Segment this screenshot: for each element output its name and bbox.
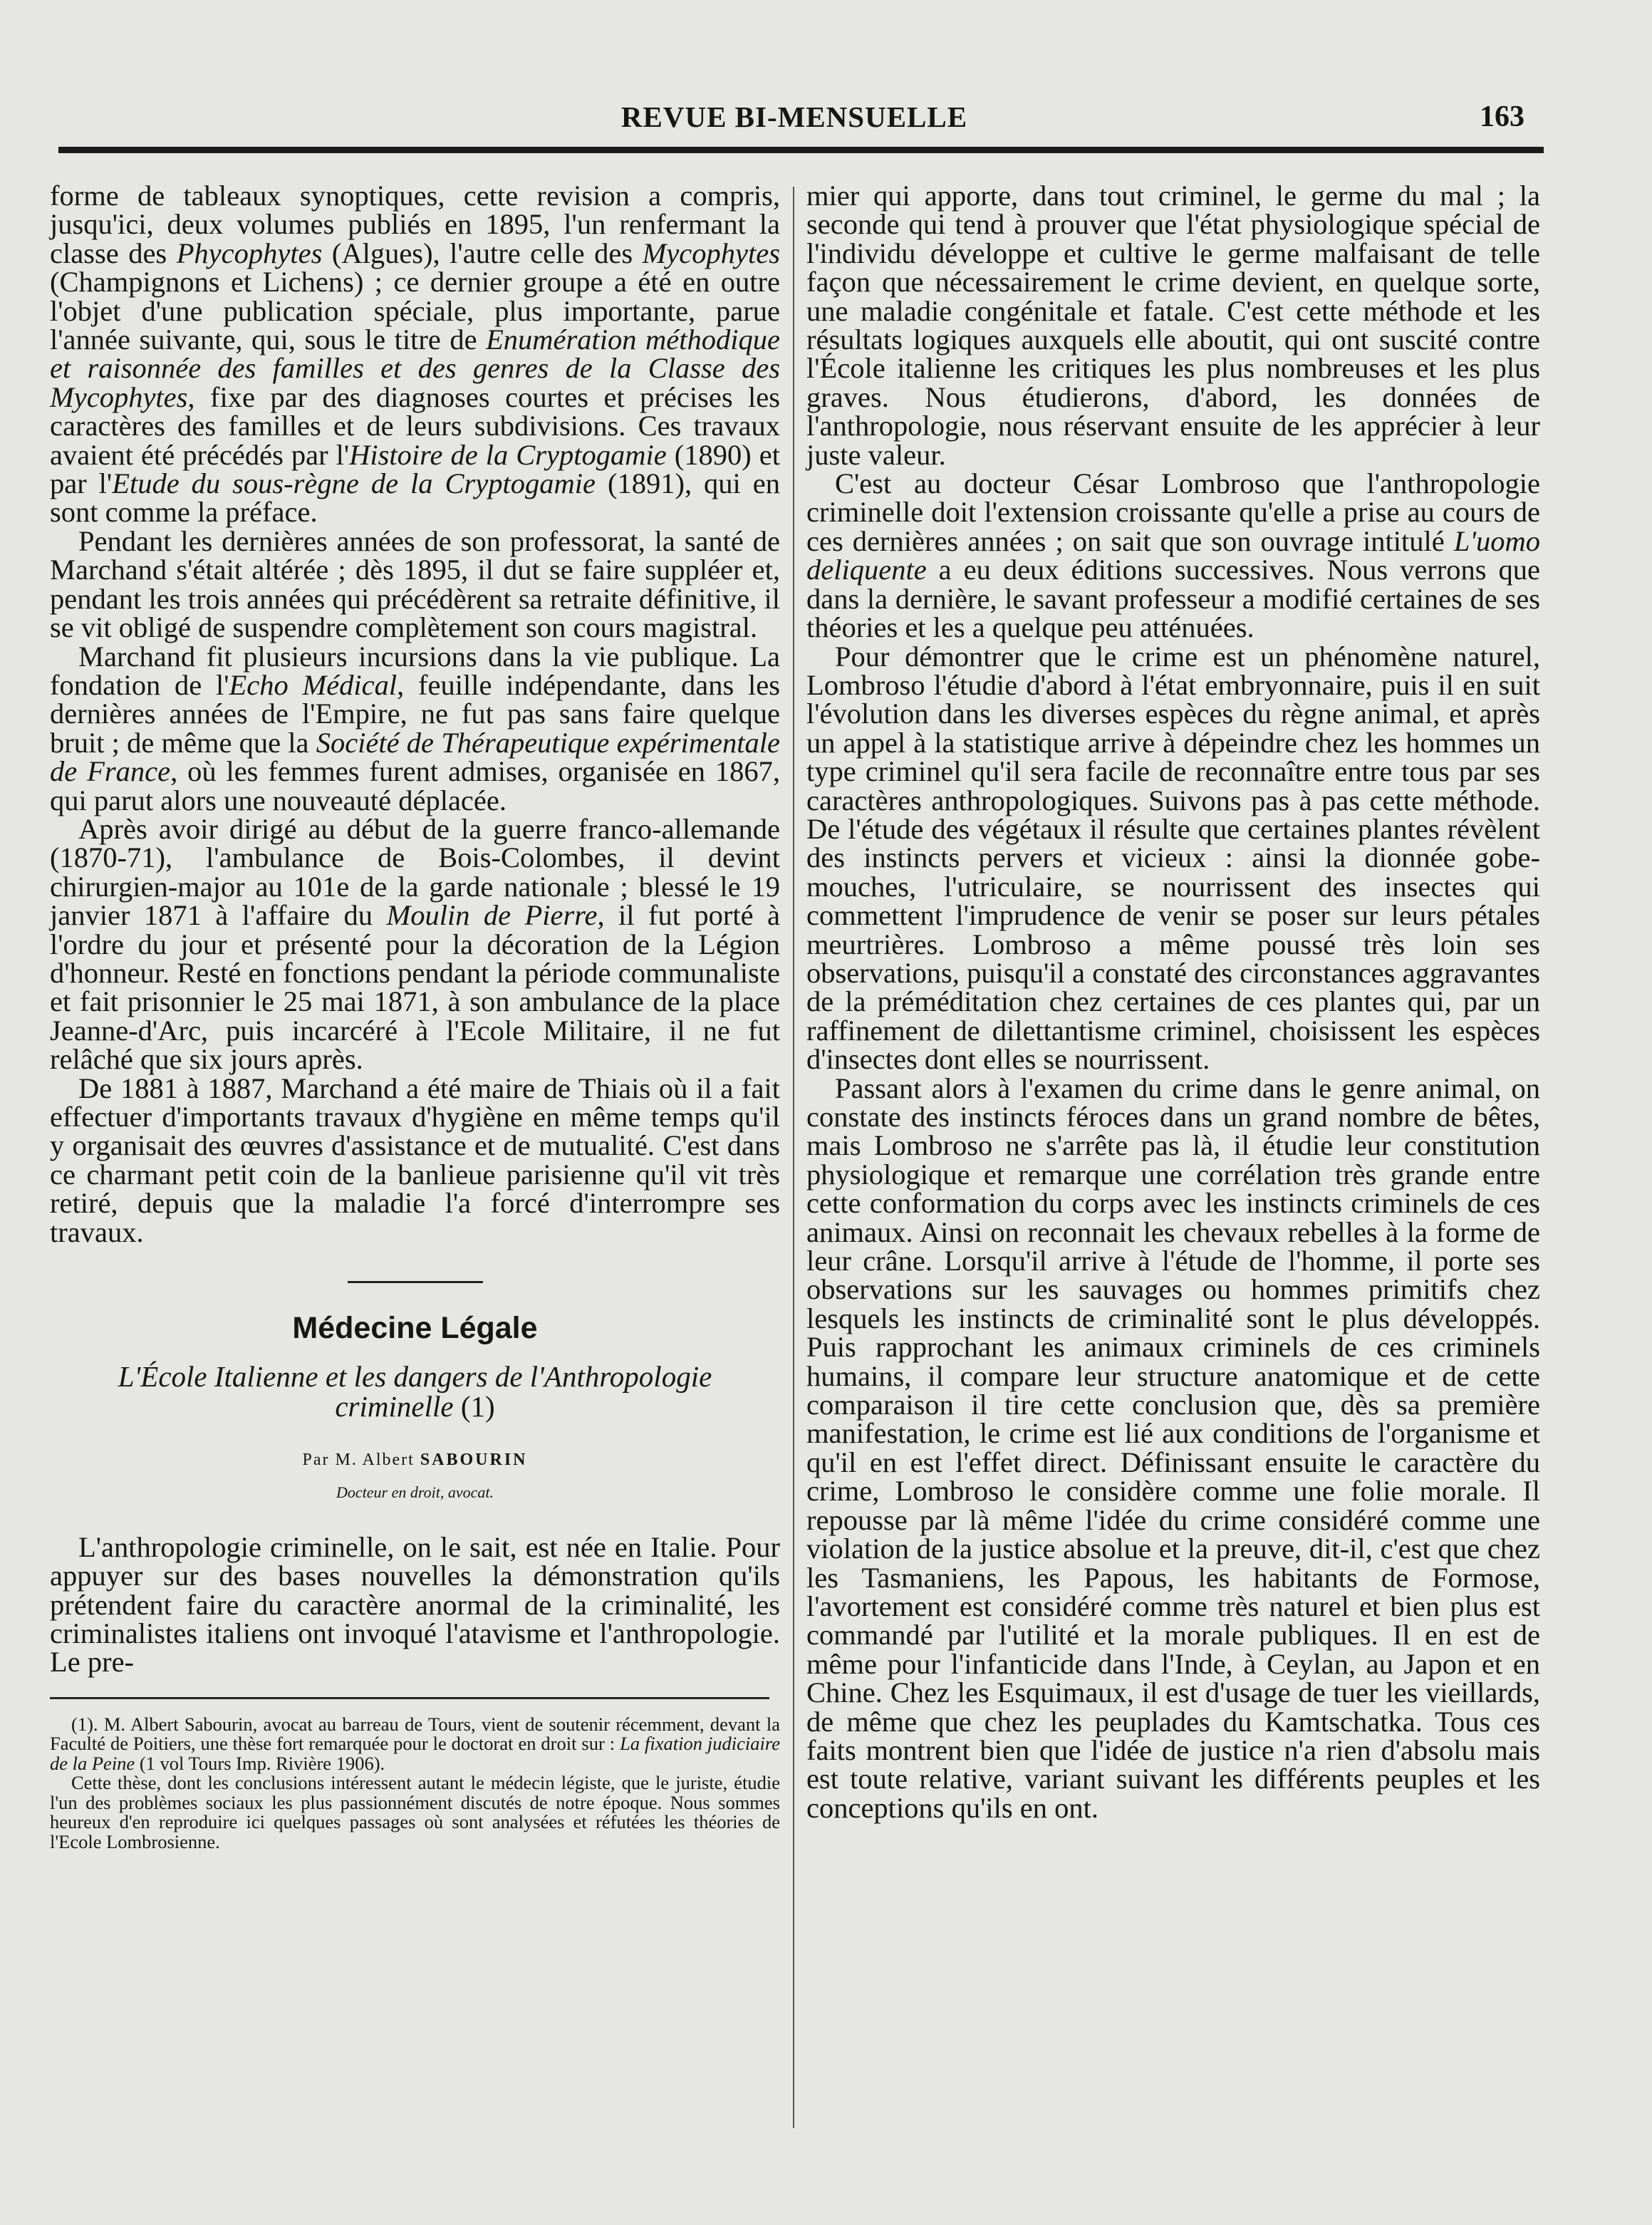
left-column (50, 182, 780, 1852)
paragraph: forme de tableaux synoptiques, cette revision a compris, jusqu'ici, deux volumes publiés en 1895, l'un renfermant la classe des Phycophytes (Algues), l'autre celle des Mycophytes (Champignons et Lichens) ; ce dernier groupe a été en outre l'objet d'une publication spéciale, plus importante, parue l'année suivante, qui, sous le titre de Enumération méthodique et raisonnée des familles et des genres de la Classe des Mycophytes, fixe par des diagnoses courtes et précises les caractères des familles et de leurs subdivisions. Ces travaux avaient été précédés par l'Histoire de la Cryptogamie (1890) et par l'Etude du sous-règne de la Cryptogamie (1891), qui en sont comme la préface. (50, 180, 780, 529)
section-rule (348, 1281, 483, 1283)
footnote: (1). M. Albert Sabourin, avocat au barreau de Tours, vient de soutenir récemment, devant la Faculté de Poitiers, une thèse fort remarquée pour le doctorat en droit sur : La fixation judiciaire de la Peine (1 vol Tours Imp. Rivière 1906). (50, 1713, 780, 1774)
paragraph: Pour démontrer que le crime est un phénomène naturel, Lombroso l'étudie d'abord à l'état embryonnaire, puis il en suit l'évolution dans les diverses espèces du règne animal, et après un appel à la statistique arrive à dépeindre chez les hommes un type criminel qu'il sera facile de reconnaître entre tous par ses caractères anthropologiques. Suivons pas à pas cette méthode. De l'étude des végétaux il résulte que certaines plantes révèlent des instincts pervers et vicieux : ainsi la dionnée gobe-mouches, l'utriculaire, se nourrissent des insectes qui commettent l'imprudence de venir se poser sur leurs pétales meurtrières. Lombroso a même poussé très loin ses observations, puisqu'il a constaté des circonstances aggravantes de la préméditation chez certaines de ces plantes qui, par un raffinement de dilettantisme criminel, choisissent les espèces d'insectes dont elles se nourrissent. (806, 640, 1540, 1076)
footnote: Cette thèse, dont les conclusions intéressent autant le médecin légiste, que le juriste, étudie l'un des problèmes sociaux les plus passionnément discutés de notre époque. Nous sommes heureux d'en reproduire ici quelques passages où sont analysées et réfutées les théories de l'Ecole Lombrosienne. (50, 1772, 780, 1852)
page-number: 163 (1480, 100, 1524, 133)
header-rule (58, 147, 1544, 153)
article-title: L'École Italienne et les dangers de l'Anthropologie criminelle (1) (118, 1360, 712, 1423)
section-title: Médecine Légale (292, 1311, 538, 1346)
column-divider (793, 187, 794, 2128)
paragraph: Passant alors à l'examen du crime dans le genre animal, on constate des instincts féroces dans un grand nombre de bêtes, mais Lombroso ne s'arrête pas là, il étudie leur constitution physiologique et remarque une corrélation très grande entre cette conformation du corps avec les instincts criminels de ces animaux. Ainsi on reconnait les chevaux rebelles à la forme de leur crâne. Lorsqu'il arrive à l'étude de l'homme, il porte ses observations sur les sauvages ou hommes primitifs chez lesquels les instincts de criminalité sont le plus développés. Puis rapprochant les animaux criminels de ces criminels humains, il compare leur structure anatomique et de cette comparaison il tire cette conclusion que, dès sa première manifestation, le crime est lié aux conditions de l'organisme et qu'il en est l'effet direct. Définissant ensuite le caractère du crime, Lombroso le considère comme une folie morale. Il repousse par là même l'idée du crime considéré comme une violation de la justice absolue et la preuve, dit-il, c'est que chez les Tasmaniens, les Papous, les habitants de Formose, l'avortement est considéré comme très naturel et bien plus est commandé par l'utilité et la morale publiques. Il en est de même pour l'infanticide dans l'Inde, à Ceylan, au Japon et en Chine. Chez les Esquimaux, il est d'usage de tuer les vieillards, de même que chez les peuplades du Kamtschatka. Tous ces faits montrent bien que l'idée de justice n'a rien d'absolu mais est toute relative, variant suivant les différents peuples et les conceptions qu'ils en ont. (806, 1072, 1540, 1824)
footnote-rule (50, 1697, 769, 1699)
paragraph: De 1881 à 1887, Marchand a été maire de Thiais où il a fait effectuer d'importants travaux d'hygiène en même temps qu'il y organisait des œuvres d'assistance et de mutualité. C'est dans ce charmant petit coin de la banlieue parisienne qu'il vit très retiré, depuis que la maladie l'a forcé d'interrompre ses travaux. (50, 1072, 780, 1248)
paragraph: Après avoir dirigé au début de la guerre franco-allemande (1870-71), l'ambulance de Bois-Colombes, il devint chirurgien-major au 101e de la garde nationale ; blessé le 19 janvier 1871 à l'affaire du Moulin de Pierre, il fut porté à l'ordre du jour et présenté pour la décoration de la Légion d'honneur. Resté en fonctions pendant la période communaliste et fait prisonnier le 25 mai 1871, à son ambulance de la place Jeanne-d'Arc, puis incarcéré à l'Ecole Militaire, il ne fut relâché que six jours après. (50, 812, 781, 1076)
byline: Par M. Albert SABOURIN (302, 1451, 528, 1470)
paragraph: C'est au docteur César Lombroso que l'anthropologie criminelle doit l'extension croissante qu'elle a prise au cours de ces dernières années ; on sait que son ouvrage intitulé L'uomo deliquente a eu deux éditions successives. Nous verrons que dans la dernière, le savant professeur a modifié certaines de ses théories et les a quelque peu atténuées. (806, 467, 1540, 644)
paragraph: Marchand fit plusieurs incursions dans la vie publique. La fondation de l'Echo Médical, feuille indépendante, dans les dernières années de l'Empire, ne fut pas sans faire quelque bruit ; de même que la Société de Thérapeutique expérimentale de France, où les femmes furent admises, organisée en 1867, qui parut alors une nouveauté déplacée. (50, 640, 780, 816)
running-title: REVUE BI-MENSUELLE (620, 100, 968, 133)
footnotes (50, 1715, 780, 1852)
paragraph: mier qui apporte, dans tout criminel, le germe du mal ; la seconde qui tend à prouver que l'état physiologique spécial de l'individu développe et cultive le germe malfaisant de telle façon que nécessairement le crime devient, en quelque sorte, une maladie congénitale et fatale. C'est cette méthode et les résultats logiques auxquels elle aboutit, qui ont suscité contre l'École italienne les critiques les plus nombreuses et les plus graves. Nous étudierons, d'abord, les données de l'anthropologie, nous réservant ensuite de les apprécier à leur juste valeur. (806, 180, 1540, 471)
article-intro: L'anthropologie criminelle, on le sait, est née en Italie. Pour appuyer sur des bases nouvelles la démonstration qu'ils prétendent faire du caractère anormal de la criminalité, les criminalistes italiens ont invoqué l'atavisme et l'anthropologie. Le pre- (50, 1530, 780, 1679)
paragraph: Pendant les dernières années de son professorat, la santé de Marchand s'était altérée ; dès 1895, il dut se faire suppléer et, pendant les trois années qui précédèrent sa retraite définitive, il se vit obligé de suspendre complètement son cours magistral. (50, 524, 780, 644)
author-credential: Docteur en droit, avocat. (336, 1483, 494, 1502)
right-column (806, 182, 1540, 1822)
